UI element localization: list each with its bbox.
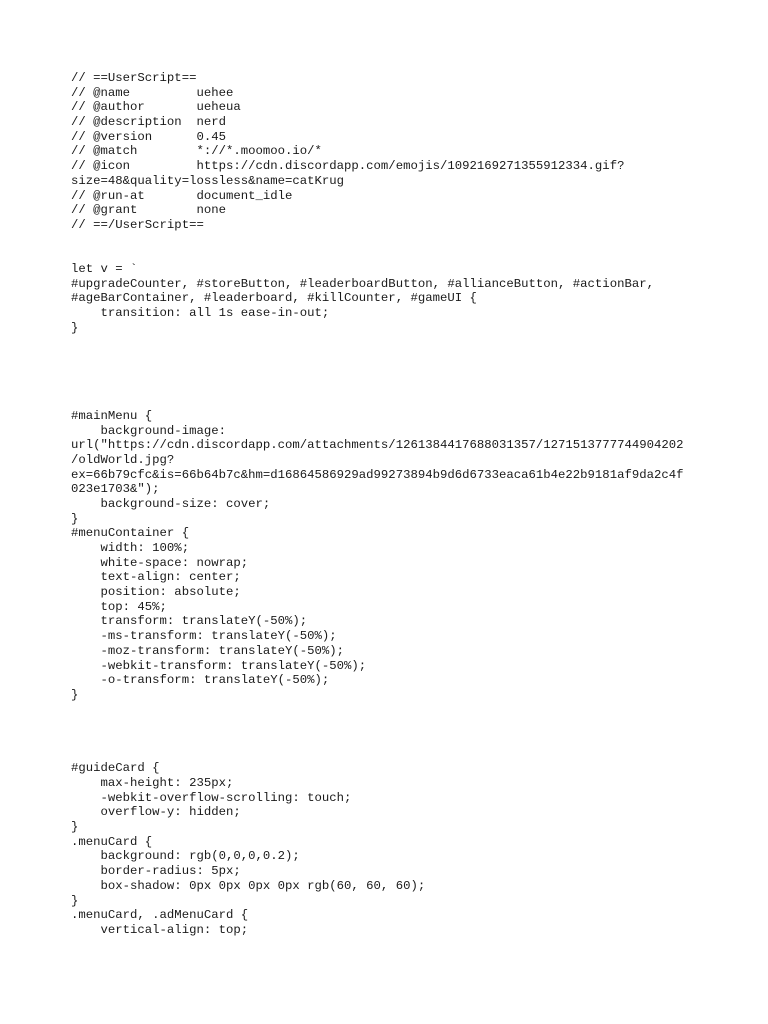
code-line: vertical-align: top; [71, 922, 249, 937]
code-line: } [71, 820, 79, 835]
code-line: position: absolute; [71, 585, 241, 600]
code-line: // @description nerd [71, 115, 226, 130]
code-line: #guideCard { [71, 761, 160, 776]
code-line: #ageBarContainer, #leaderboard, #killCounter, #gameUI { [71, 291, 477, 306]
blank-line [71, 394, 751, 409]
code-line: .menuCard { [71, 834, 153, 849]
code-line: transition: all 1s ease-in-out; [71, 306, 330, 320]
code-line: size=48&quality=lossless&name=catKrug [71, 173, 345, 188]
code-line: // @name uehee [71, 85, 234, 100]
code-line: background-size: cover; [71, 496, 271, 511]
code-line: white-space: nowrap; [71, 555, 249, 570]
code-line: let v = ` [71, 261, 138, 276]
code-line: ex=66b79cfc&is=66b64b7c&hm=d16864586929ad99273894b9d6d6733eaca61b4e22b9181af9da2c4f [71, 467, 684, 482]
blank-line [71, 350, 751, 365]
code-line: #menuContainer { [71, 526, 190, 541]
code-line: -o-transform: translateY(-50%); [71, 673, 330, 688]
code-line: // @match *://*.moomoo.io/* [71, 144, 322, 159]
code-line: background: rgb(0,0,0,0.2); [71, 849, 300, 864]
code-line: // ==UserScript== [71, 71, 197, 85]
code-line: // @author ueheua [71, 100, 241, 115]
code-line: transform: translateY(-50%); [71, 614, 308, 629]
blank-line [71, 335, 751, 350]
code-line: } [71, 511, 79, 526]
code-line: text-align: center; [71, 570, 241, 585]
code-line: background-image: [71, 423, 226, 438]
blank-line [71, 732, 751, 747]
blank-line [71, 247, 751, 262]
code-line: -moz-transform: translateY(-50%); [71, 643, 345, 658]
code-line: #mainMenu { [71, 408, 153, 423]
blank-line [71, 365, 751, 380]
blank-line [71, 747, 751, 762]
blank-line [71, 233, 751, 248]
code-line: // @run-at document_idle [71, 188, 293, 203]
code-line: max-height: 235px; [71, 776, 234, 790]
code-line: /oldWorld.jpg? [71, 452, 175, 467]
code-line: -webkit-overflow-scrolling: touch; [71, 790, 352, 805]
code-line: } [71, 893, 79, 908]
code-line: box-shadow: 0px 0px 0px 0px rgb(60, 60, 60); [71, 878, 426, 893]
code-line: -webkit-transform: translateY(-50%); [71, 658, 367, 673]
blank-line [71, 379, 751, 394]
code-line: url("https://cdn.discordapp.com/attachments/1261384417688031357/1271513777744904202 [71, 438, 684, 453]
code-line: } [71, 320, 79, 335]
code-line: // @version 0.45 [71, 129, 226, 144]
blank-line [71, 717, 751, 732]
code-line: overflow-y: hidden; [71, 805, 241, 820]
blank-line [71, 703, 751, 718]
code-line: // @icon https://cdn.discordapp.com/emojis/1092169271355912334.gif? [71, 159, 625, 174]
code-line: // ==/UserScript== [71, 217, 204, 232]
code-line: top: 45%; [71, 599, 167, 614]
code-document [71, 71, 751, 938]
code-line: .menuCard, .adMenuCard { [71, 908, 249, 923]
code-line: -ms-transform: translateY(-50%); [71, 629, 337, 644]
code-line: } [71, 687, 79, 702]
code-line: border-radius: 5px; [71, 864, 241, 879]
code-line: 023e1703&"); [71, 482, 160, 497]
code-line: #upgradeCounter, #storeButton, #leaderboardButton, #allianceButton, #actionBar, [71, 276, 654, 291]
code-line: // @grant none [71, 203, 226, 218]
code-line: width: 100%; [71, 541, 190, 555]
